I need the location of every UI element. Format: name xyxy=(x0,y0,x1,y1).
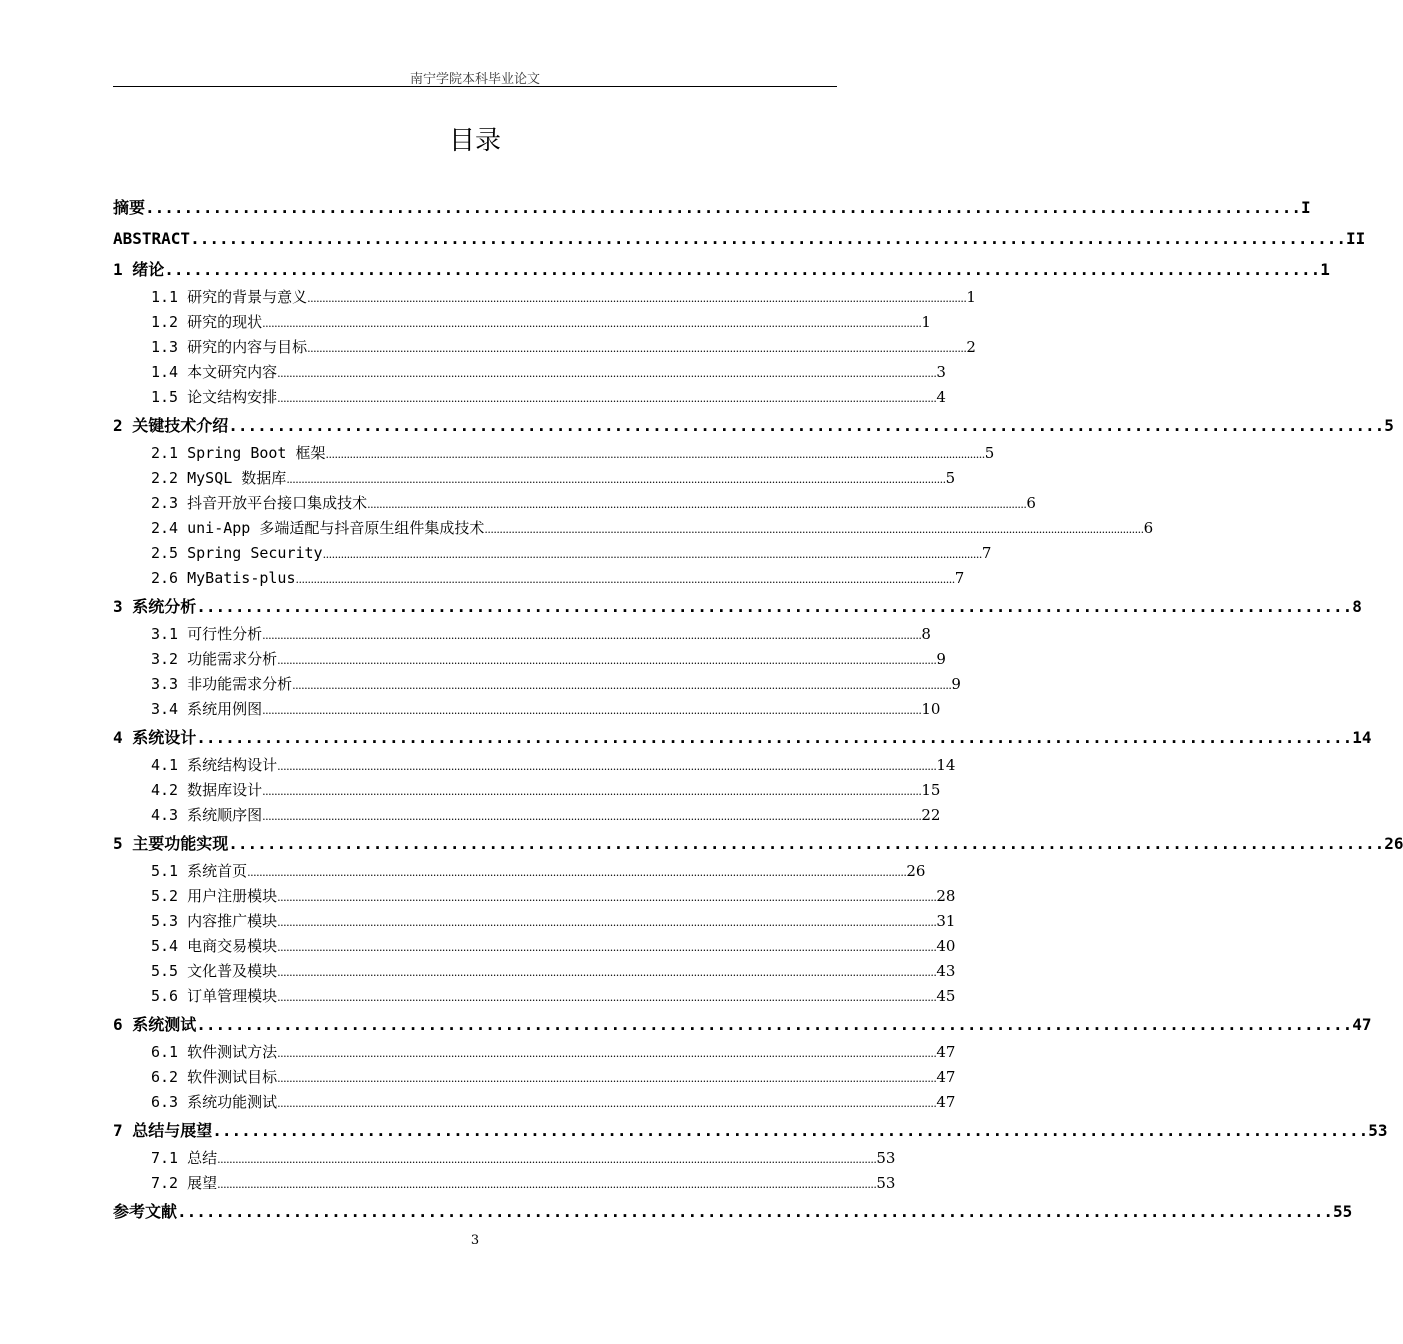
toc-entry-label: 4.2 数据库设计 xyxy=(151,781,263,799)
toc-entry-label: 4.3 系统顺序图 xyxy=(151,806,263,824)
toc-entry-page: 15 xyxy=(921,781,941,799)
toc-dot-leader: ............................................................................................................................................................................................................................ xyxy=(277,966,937,979)
toc-chapter-entry[interactable] xyxy=(113,828,1403,859)
toc-dot-leader: ............................................................................................................................................................................................................................ xyxy=(277,1097,937,1110)
toc-entry-page: 2 xyxy=(966,338,976,356)
toc-entry-label: 5.1 系统首页 xyxy=(151,862,248,880)
toc-entry-page: 53 xyxy=(876,1149,896,1167)
toc-section-entry[interactable] xyxy=(113,310,931,335)
toc-entry-label: 5.6 订单管理模块 xyxy=(151,987,278,1005)
toc-entry-page: 45 xyxy=(936,987,956,1005)
toc-entry-label: 3.2 功能需求分析 xyxy=(151,650,278,668)
page-number: 3 xyxy=(470,1233,480,1248)
page-header: 南宁学院本科毕业论文 xyxy=(409,72,540,87)
toc-entry-label: 4 系统设计 xyxy=(113,728,197,747)
toc-dot-leader: ............................................................................................................................................................................................................................ xyxy=(367,498,1027,511)
toc-entry-page: 47 xyxy=(936,1093,956,1111)
toc-dot-leader: ............................................................................................................................................................................................................................ xyxy=(292,679,952,692)
toc-entry-label: 摘要 xyxy=(113,198,146,217)
toc-entry-page: 53 xyxy=(876,1174,896,1192)
toc-chapter-entry[interactable] xyxy=(113,254,1330,285)
header-rule xyxy=(113,86,837,87)
toc-section-entry[interactable] xyxy=(113,491,1036,516)
toc-dot-leader: ............................................................................................................................................................................................................................ xyxy=(277,916,937,929)
toc-section-entry[interactable] xyxy=(113,909,956,934)
toc-dot-leader: ........................................................................................................................ xyxy=(196,597,1353,616)
toc-dot-leader: ........................................................................................................................ xyxy=(212,1121,1369,1140)
toc-entry-page: 26 xyxy=(1384,834,1403,853)
toc-entry-page: 6 xyxy=(1026,494,1036,512)
toc-entry-page: 47 xyxy=(936,1068,956,1086)
toc-section-entry[interactable] xyxy=(113,884,956,909)
toc-entry-page: 53 xyxy=(1368,1121,1388,1140)
toc-section-entry[interactable] xyxy=(113,1171,896,1196)
toc-entry-page: 1 xyxy=(966,288,976,306)
toc-entry-page: 55 xyxy=(1332,1202,1353,1221)
toc-entry-page: 47 xyxy=(1352,1015,1372,1034)
toc-dot-leader: ............................................................................................................................................................................................................................ xyxy=(217,1153,877,1166)
toc-dot-leader: ............................................................................................................................................................................................................................ xyxy=(262,810,922,823)
toc-section-entry[interactable] xyxy=(113,1065,956,1090)
toc-entry-page: 14 xyxy=(1352,728,1372,747)
toc-dot-leader: ........................................................................................................................ xyxy=(196,1015,1353,1034)
toc-entry-label: 2.4 uni-App 多端适配与抖音原生组件集成技术 xyxy=(151,519,485,537)
toc-entry-label: 1.2 研究的现状 xyxy=(151,313,263,331)
toc-dot-leader: ............................................................................................................................................................................................................................ xyxy=(286,473,946,486)
toc-entry-page: 7 xyxy=(954,569,965,587)
toc-dot-leader: ........................................................................................................................ xyxy=(228,834,1385,853)
toc-section-entry[interactable] xyxy=(113,753,956,778)
toc-entry-page: 4 xyxy=(936,388,946,406)
toc-entry-page: 8 xyxy=(921,625,931,643)
toc-section-entry[interactable] xyxy=(113,622,931,647)
toc-dot-leader: ............................................................................................................................................................................................................................ xyxy=(307,342,967,355)
toc-entry-label: 7 总结与展望 xyxy=(113,1121,213,1140)
toc-section-entry[interactable] xyxy=(113,984,956,1009)
toc-entry-label: 2.2 MySQL 数据库 xyxy=(151,469,287,487)
toc-entry-page: 28 xyxy=(936,887,956,905)
toc-dot-leader: ............................................................................................................................................................................................................................ xyxy=(295,573,955,586)
toc-entry-page: 5 xyxy=(984,444,995,462)
toc-dot-leader: ............................................................................................................................................................................................................................ xyxy=(262,629,922,642)
toc-entry-label: 2.6 MyBatis-plus xyxy=(151,569,296,587)
toc-entry-label: 1.4 本文研究内容 xyxy=(151,363,278,381)
toc-dot-leader: ............................................................................................................................................................................................................................ xyxy=(277,367,937,380)
toc-section-entry[interactable] xyxy=(113,335,976,360)
toc-section-entry[interactable] xyxy=(113,541,992,566)
toc-chapter-entry[interactable] xyxy=(113,1009,1372,1040)
toc-entry-label: 3.3 非功能需求分析 xyxy=(151,675,293,693)
toc-section-entry[interactable] xyxy=(113,697,941,722)
toc-section-entry[interactable] xyxy=(113,1090,956,1115)
toc-dot-leader: ............................................................................................................................................................................................................................ xyxy=(277,991,937,1004)
toc-entry-label: 5.5 文化普及模块 xyxy=(151,962,278,980)
table-of-contents xyxy=(113,192,1403,1227)
toc-dot-leader: ............................................................................................................................................................................................................................ xyxy=(277,654,937,667)
toc-entry-page: 10 xyxy=(921,700,941,718)
toc-dot-leader: ........................................................................................................................ xyxy=(177,1202,1333,1221)
toc-entry-label: 参考文献 xyxy=(113,1202,178,1221)
toc-dot-leader: ........................................................................................................................ xyxy=(164,260,1321,279)
toc-entry-label: 2 关键技术介绍 xyxy=(113,416,229,435)
toc-dot-leader: ............................................................................................................................................................................................................................ xyxy=(307,292,967,305)
toc-dot-leader: ............................................................................................................................................................................................................................ xyxy=(247,866,907,879)
toc-dot-leader: ............................................................................................................................................................................................................................ xyxy=(262,317,922,330)
toc-dot-leader: ............................................................................................................................................................................................................................ xyxy=(277,1072,937,1085)
toc-dot-leader: ............................................................................................................................................................................................................................ xyxy=(262,785,922,798)
toc-dot-leader: ............................................................................................................................................................................................................................ xyxy=(277,941,937,954)
toc-entry-label: 5.4 电商交易模块 xyxy=(151,937,278,955)
toc-chapter-entry[interactable] xyxy=(113,223,1366,254)
toc-entry-label: 2.5 Spring Security xyxy=(151,544,323,562)
toc-dot-leader: ............................................................................................................................................................................................................................ xyxy=(277,392,937,405)
toc-dot-leader: ............................................................................................................................................................................................................................ xyxy=(484,523,1144,536)
toc-entry-label: 6.2 软件测试目标 xyxy=(151,1068,278,1086)
toc-section-entry[interactable] xyxy=(113,1040,956,1065)
toc-entry-page: 1 xyxy=(921,313,931,331)
toc-dot-leader: ............................................................................................................................................................................................................................ xyxy=(262,704,922,717)
toc-section-entry[interactable] xyxy=(113,1146,896,1171)
toc-entry-label: 7.1 总结 xyxy=(151,1149,218,1167)
toc-entry-page: 43 xyxy=(936,962,956,980)
toc-entry-page: 26 xyxy=(906,862,926,880)
toc-entry-page: 6 xyxy=(1143,519,1154,537)
toc-entry-page: 8 xyxy=(1352,597,1362,616)
toc-dot-leader: ............................................................................................................................................................................................................................ xyxy=(322,548,982,561)
toc-entry-page: 14 xyxy=(936,756,956,774)
toc-dot-leader: ........................................................................................................................ xyxy=(228,416,1385,435)
toc-chapter-entry[interactable] xyxy=(113,1196,1353,1227)
toc-entry-page: 5 xyxy=(1384,416,1394,435)
toc-entry-page: 1 xyxy=(1320,260,1330,279)
toc-entry-page: 22 xyxy=(921,806,941,824)
toc-entry-label: 5 主要功能实现 xyxy=(113,834,229,853)
toc-entry-label: 6.1 软件测试方法 xyxy=(151,1043,278,1061)
toc-entry-label: 1.3 研究的内容与目标 xyxy=(151,338,308,356)
toc-section-entry[interactable] xyxy=(113,959,956,984)
toc-chapter-entry[interactable] xyxy=(113,192,1311,223)
toc-entry-label: 6.3 系统功能测试 xyxy=(151,1093,278,1111)
toc-entry-label: ABSTRACT xyxy=(113,229,191,248)
toc-section-entry[interactable] xyxy=(113,778,941,803)
toc-section-entry[interactable] xyxy=(113,859,926,884)
toc-entry-label: 1.5 论文结构安排 xyxy=(151,388,278,406)
toc-entry-label: 2.3 抖音开放平台接口集成技术 xyxy=(151,494,368,512)
toc-entry-page: II xyxy=(1346,229,1366,248)
toc-entry-label: 5.2 用户注册模块 xyxy=(151,887,278,905)
toc-title: 目录 xyxy=(448,126,501,156)
toc-dot-leader: ............................................................................................................................................................................................................................ xyxy=(277,1047,937,1060)
toc-section-entry[interactable] xyxy=(113,441,995,466)
toc-entry-label: 3.4 系统用例图 xyxy=(151,700,263,718)
toc-entry-page: I xyxy=(1300,198,1311,217)
toc-entry-label: 1 绪论 xyxy=(113,260,165,279)
toc-section-entry[interactable] xyxy=(113,466,956,491)
toc-section-entry[interactable] xyxy=(113,672,961,697)
toc-entry-page: 5 xyxy=(945,469,956,487)
toc-entry-page: 9 xyxy=(936,650,946,668)
toc-section-entry[interactable] xyxy=(113,803,941,828)
toc-dot-leader: ........................................................................................................................ xyxy=(196,728,1353,747)
toc-entry-page: 31 xyxy=(936,912,956,930)
toc-chapter-entry[interactable] xyxy=(113,1115,1388,1146)
toc-entry-label: 3.1 可行性分析 xyxy=(151,625,263,643)
toc-dot-leader: ............................................................................................................................................................................................................................ xyxy=(217,1178,877,1191)
toc-section-entry[interactable] xyxy=(113,285,976,310)
toc-entry-page: 47 xyxy=(936,1043,956,1061)
toc-dot-leader: ............................................................................................................................................................................................................................ xyxy=(325,448,985,461)
toc-entry-page: 7 xyxy=(981,544,992,562)
toc-entry-page: 9 xyxy=(951,675,961,693)
toc-dot-leader: ........................................................................................................................ xyxy=(190,229,1346,248)
toc-section-entry[interactable] xyxy=(113,385,946,410)
toc-entry-label: 1.1 研究的背景与意义 xyxy=(151,288,308,306)
toc-entry-label: 5.3 内容推广模块 xyxy=(151,912,278,930)
toc-dot-leader: ........................................................................................................................ xyxy=(145,198,1301,217)
toc-entry-page: 3 xyxy=(936,363,946,381)
toc-entry-page: 40 xyxy=(936,937,956,955)
toc-section-entry[interactable] xyxy=(113,516,1154,541)
toc-section-entry[interactable] xyxy=(113,360,946,385)
toc-entry-label: 6 系统测试 xyxy=(113,1015,197,1034)
toc-chapter-entry[interactable] xyxy=(113,722,1372,753)
toc-dot-leader: ............................................................................................................................................................................................................................ xyxy=(277,891,937,904)
toc-entry-label: 4.1 系统结构设计 xyxy=(151,756,278,774)
toc-chapter-entry[interactable] xyxy=(113,591,1362,622)
toc-entry-label: 3 系统分析 xyxy=(113,597,197,616)
toc-section-entry[interactable] xyxy=(113,647,946,672)
toc-entry-label: 7.2 展望 xyxy=(151,1174,218,1192)
toc-chapter-entry[interactable] xyxy=(113,410,1394,441)
toc-entry-label: 2.1 Spring Boot 框架 xyxy=(151,444,326,462)
toc-section-entry[interactable] xyxy=(113,566,965,591)
toc-dot-leader: ............................................................................................................................................................................................................................ xyxy=(277,760,937,773)
toc-section-entry[interactable] xyxy=(113,934,956,959)
